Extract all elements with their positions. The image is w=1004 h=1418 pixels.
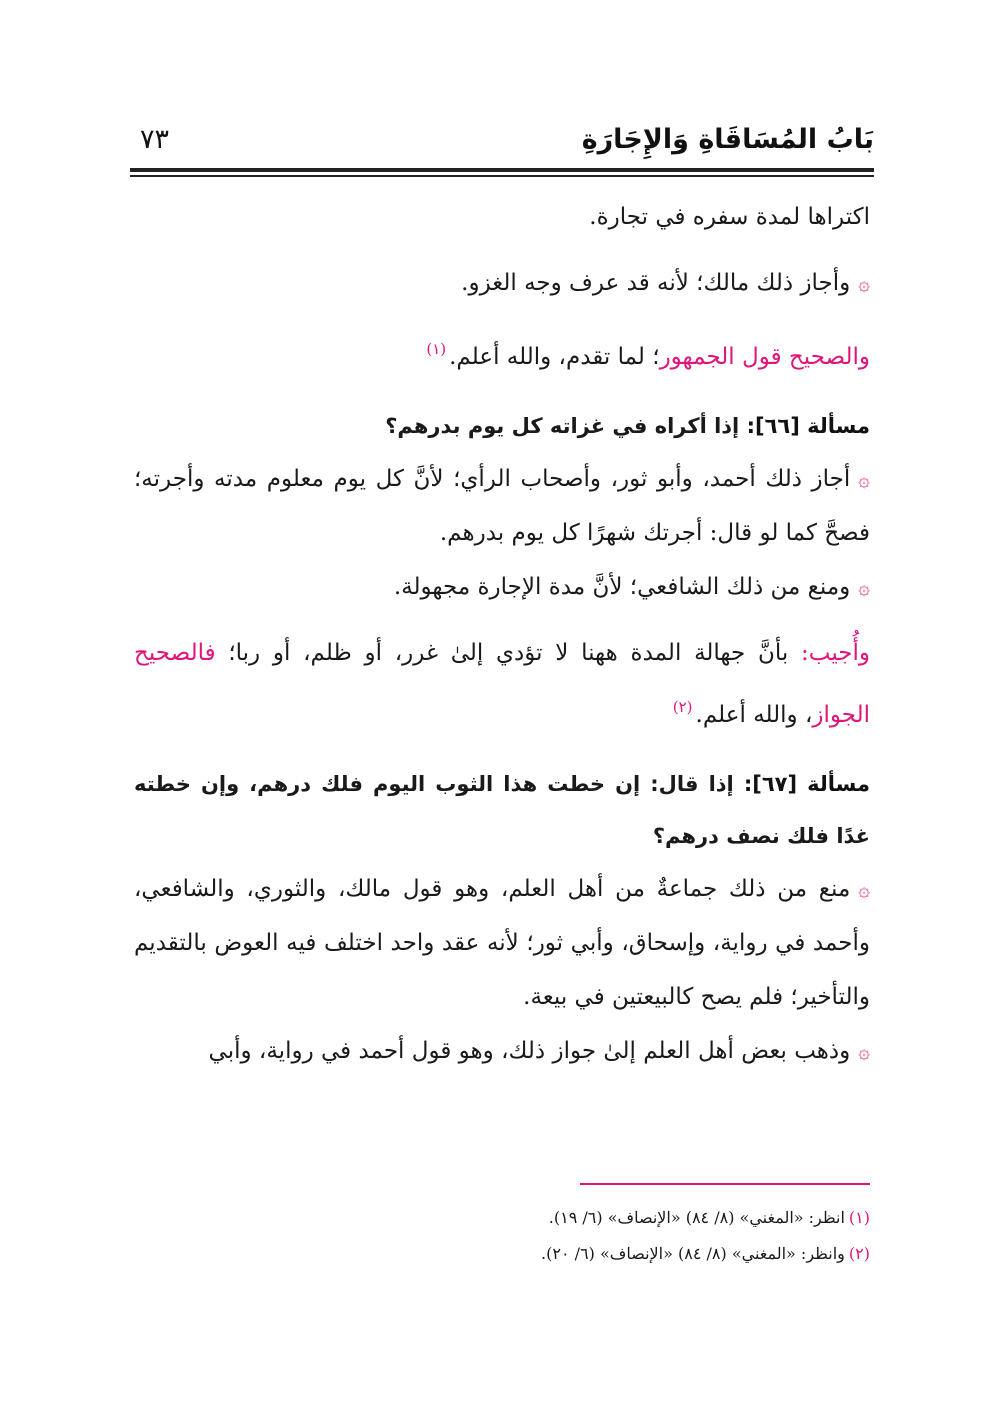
flower-ornament-icon: ۞ bbox=[858, 575, 870, 599]
paragraph-7 bbox=[134, 862, 870, 1024]
flower-ornament-icon: ۞ bbox=[858, 877, 870, 901]
footnote-ref-1[interactable]: (١) bbox=[426, 340, 447, 358]
footnote-1 bbox=[134, 1200, 870, 1236]
highlight-text: فالصحيح الجواز bbox=[134, 640, 870, 728]
paragraph-8 bbox=[134, 1024, 870, 1078]
paragraph-2-text: وأجاز ذلك مالك؛ لأنه قد عرف وجه الغزو. bbox=[461, 270, 851, 296]
flower-ornament-icon: ۞ bbox=[858, 467, 870, 491]
running-header bbox=[130, 120, 874, 164]
paragraph-4-text: أجاز ذلك أحمد، وأبو ثور، وأصحاب الرأي؛ لأنَّ كل يوم معلوم مدته وأجرته؛ فصحَّ كما لو قال: أجرتك شهرًا كل يوم بدرهم. bbox=[134, 466, 870, 546]
paragraph-1 bbox=[134, 190, 870, 244]
paragraph-6-text: بأنَّ جهالة المدة ههنا لا تؤدي إلىٰ غرر، أو ظلم، أو ربا؛ bbox=[228, 640, 789, 666]
question-67 bbox=[134, 758, 870, 862]
header-rule-thick bbox=[130, 168, 874, 172]
paragraph-4 bbox=[134, 452, 870, 560]
paragraph-8-text: وذهب بعض أهل العلم إلىٰ جواز ذلك، وهو قول أحمد في رواية، وأبي bbox=[208, 1038, 851, 1064]
footnotes bbox=[134, 1200, 870, 1272]
page-number: ٧٣ bbox=[140, 124, 170, 155]
header-rule-thin bbox=[130, 175, 874, 177]
footnote-number: (١) bbox=[848, 1208, 870, 1227]
footnote-number: (٢) bbox=[848, 1244, 870, 1263]
paragraph-1-text: اكتراها لمدة سفره في تجارة. bbox=[589, 204, 870, 230]
footnote-text: انظر: «المغني» (٨/ ٨٤) «الإنصاف» (٦/ ١٩). bbox=[548, 1208, 845, 1227]
question-label: مسألة [٦٦]: bbox=[746, 414, 870, 438]
paragraph-6 bbox=[134, 626, 870, 742]
question-text: إذا أكراه في غزاته كل يوم بدرهم؟ bbox=[385, 414, 740, 438]
paragraph-2 bbox=[134, 256, 870, 310]
footnote-divider bbox=[580, 1183, 870, 1185]
footnote-2 bbox=[134, 1236, 870, 1272]
paragraph-7-text: منع من ذلك جماعةٌ من أهل العلم، وهو قول مالك، والثوري، والشافعي، وأحمد في رواية، وإسحاق، وأبي ثور؛ لأنه عقد واحد اختلف فيه العوض بالتقديم والتأخير؛ فلم يصح كالبيعتين في بيعة. bbox=[134, 876, 870, 1010]
question-label: مسألة [٦٧]: bbox=[743, 772, 870, 796]
flower-ornament-icon: ۞ bbox=[858, 1039, 870, 1063]
footnote-ref-2[interactable]: (٢) bbox=[672, 698, 693, 716]
paragraph-5-text: ومنع من ذلك الشافعي؛ لأنَّ مدة الإجارة مجهولة. bbox=[393, 574, 851, 600]
highlight-text: والصحيح قول الجمهور bbox=[659, 344, 870, 370]
footnote-text: وانظر: «المغني» (٨/ ٨٤) «الإنصاف» (٦/ ٢٠). bbox=[541, 1244, 845, 1263]
paragraph-3-text: ؛ لما تقدم، والله أعلم. bbox=[449, 344, 660, 370]
flower-ornament-icon: ۞ bbox=[858, 271, 870, 295]
question-text: إذا قال: إن خطت هذا الثوب اليوم فلك درهم، وإن خطته غدًا فلك نصف درهم؟ bbox=[134, 772, 870, 848]
paragraph-6-end: ، والله أعلم. bbox=[695, 702, 813, 728]
paragraph-5 bbox=[134, 560, 870, 614]
chapter-title: بَابُ المُسَاقَاةِ وَالإِجَارَةِ bbox=[581, 124, 874, 155]
highlight-text: وأُجيب: bbox=[801, 640, 870, 666]
main-text bbox=[134, 190, 870, 1078]
question-66 bbox=[134, 400, 870, 452]
paragraph-3 bbox=[134, 322, 870, 384]
